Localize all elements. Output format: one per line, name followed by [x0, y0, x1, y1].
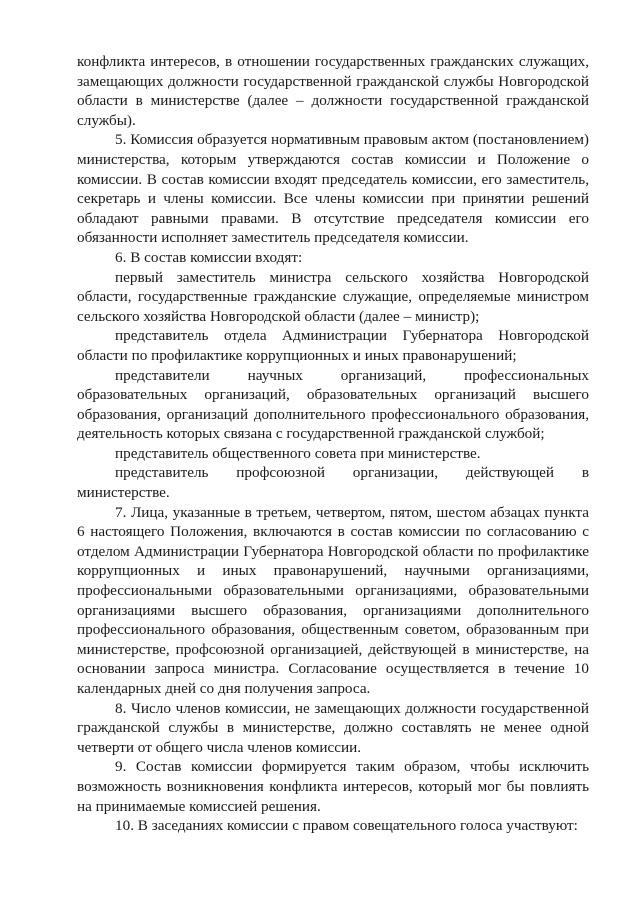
paragraph-item-6: 6. В состав комиссии входят: [115, 248, 303, 266]
paragraph-item-9: 9. Состав комиссии формируется таким образом, чтобы исключить возможность возникновения конфликта интересов, который мог бы повлиять на принимаемые комиссией решения. [77, 758, 589, 815]
paragraph-item-7: 7. Лица, указанные в третьем, четвертом, пятом, шестом абзацах пункта 6 настоящего Положения, включаются в состав комиссии по согласованию с отделом Администрации Губернатора Новгородской области по профилактике коррупционных и иных правонарушений, научными организациями, профессиональными образовательными организациями, образовательными организациями высшего образования, организациями дополнительного профессионального образования, общественным советом, образованным при министерстве, профсоюзной организацией, действующей в министерстве, на основании запроса министра. Согласование осуществляется в течение 10 календарных дней со дня получения запроса. [77, 503, 589, 697]
paragraph-item-6-member-1: первый заместитель министра сельского хозяйства Новгородской области, государственные гражданские служащие, определяемые министром сельского хозяйства Новгородской области (далее – министр); [77, 268, 589, 325]
paragraph-item-6-member-4: представитель общественного совета при министерстве. [115, 444, 481, 462]
paragraph-item-6-member-2: представитель отдела Администрации Губернатора Новгородской области по профилактике коррупционных и иных правонарушений; [77, 327, 589, 364]
paragraph-item-6-member-3: представители научных организаций, профессиональных образовательных организаций, образовательных организаций высшего образования, организаций дополнительного профессионального образования, деятельность которых связана с государственной гражданской службой; [77, 366, 589, 443]
paragraph-item-10: 10. В заседаниях комиссии с правом совещательного голоса участвуют: [115, 817, 578, 835]
paragraph-item-8: 8. Число членов комиссии, не замещающих должности государственной гражданской службы в министерстве, должно составлять не менее одной четверти от общего числа членов комиссии. [77, 699, 589, 756]
document-body [77, 52, 589, 836]
paragraph-item-6-member-5: представитель профсоюзной организации, действующей в министерстве. [77, 464, 589, 502]
paragraph-continuation: конфликта интересов, в отношении государственных гражданских служащих, замещающих должности государственной гражданской службы Новгородской области в министерстве (далее – должности государственной гражданской службы). [77, 53, 589, 129]
paragraph-item-5: 5. Комиссия образуется нормативным правовым актом (постановлением) министерства, которым утверждаются состав комиссии и Положение о комиссии. В состав комиссии входят председатель комиссии, его заместитель, секретарь и члены комиссии. Все члены комиссии при принятии решений обладают равными правами. В отсутствие председателя комиссии его обязанности исполняет заместитель председателя комиссии. [77, 131, 589, 247]
